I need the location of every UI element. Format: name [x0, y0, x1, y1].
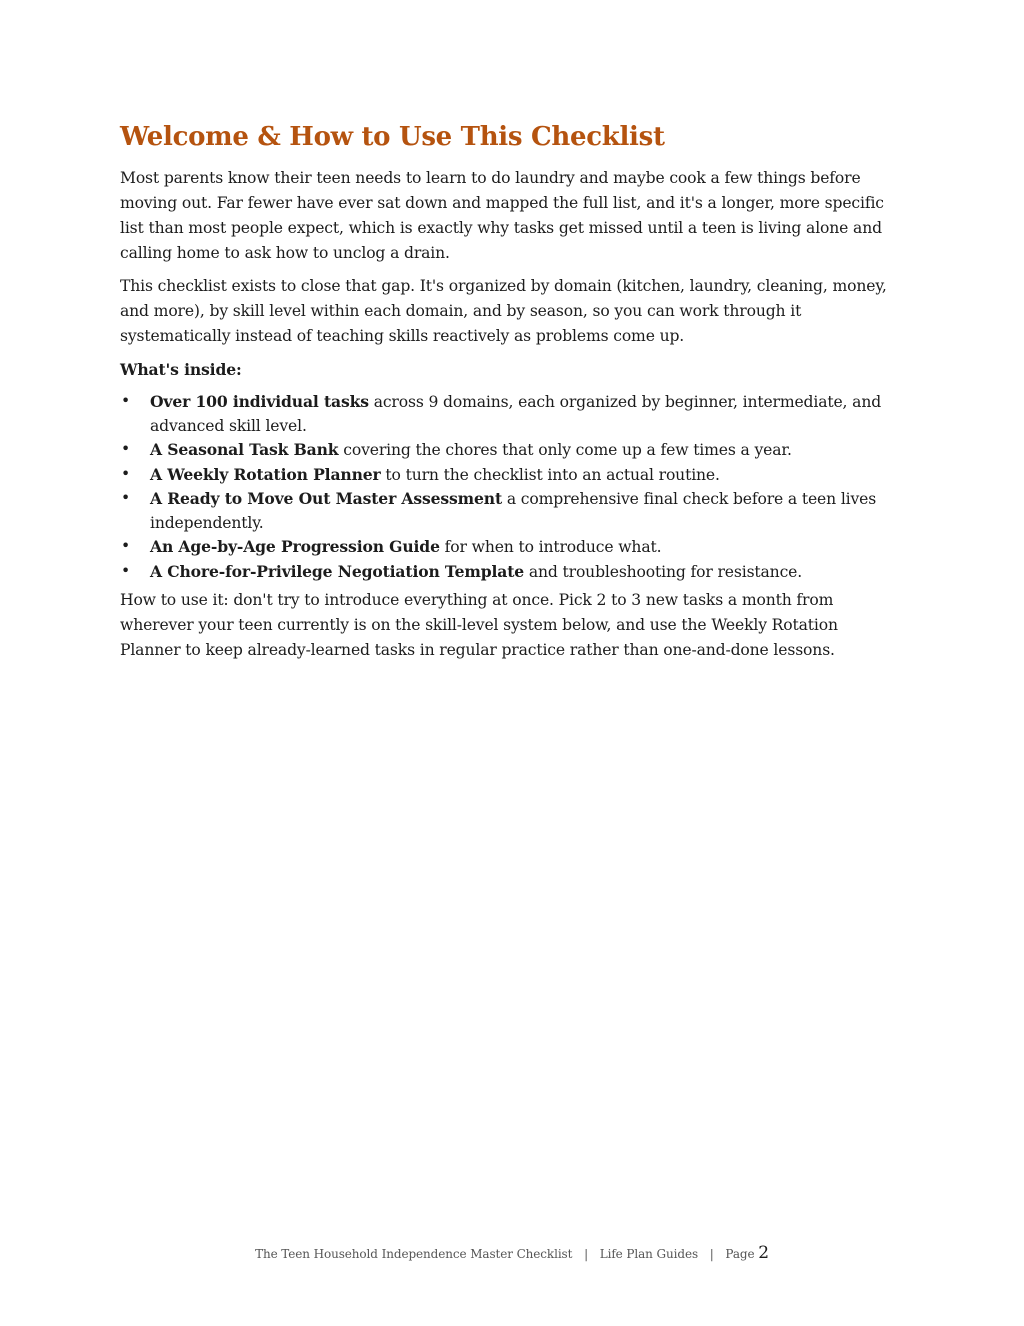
footer-publisher: Life Plan Guides — [599, 1247, 699, 1261]
intro-paragraph-1: Most parents know their teen needs to learn to do laundry and maybe cook a few things before moving out. Far fewer have ever sat down and mapped the full list, and it's a longer, more specific list than most people expect, which is exactly why tasks get missed until a teen is living alone and calling home to ask how to unclog a drain. — [120, 169, 884, 262]
footer-separator: | — [709, 1247, 714, 1261]
page-content — [120, 118, 892, 671]
list-item — [120, 390, 892, 438]
bullet-icon: • — [121, 489, 131, 507]
list-item-strong: Over 100 individual tasks — [150, 392, 369, 411]
list-item-text: and troubleshooting for resistance. — [524, 562, 803, 581]
list-item — [120, 438, 892, 463]
list-item-text: for when to introduce what. — [439, 538, 662, 556]
list-item-strong: A Weekly Rotation Planner — [150, 464, 381, 484]
list-item-text: a comprehensive final check before a teen lives independently. — [150, 490, 877, 532]
footer-separator: | — [584, 1247, 589, 1261]
whats-inside-list — [120, 390, 892, 584]
list-item — [120, 463, 892, 488]
bullet-icon: • — [121, 537, 131, 555]
bullet-icon: • — [121, 561, 131, 580]
list-item — [120, 535, 892, 560]
intro-paragraph-2: This checklist exists to close that gap. It's organized by domain (kitchen, laundry, cleaning, money, and more), by skill level within each domain, and by season, so you can work through it systematically instead of teaching skills reactively as problems come up. — [120, 277, 887, 345]
list-item-text: covering the chores that only come up a few times a year. — [338, 441, 792, 459]
whats-inside-heading: What's inside: — [120, 360, 242, 379]
list-item-strong: A Chore-for-Privilege Negotiation Template — [150, 561, 525, 581]
bullet-icon: • — [121, 464, 131, 483]
page-footer — [0, 1243, 1024, 1263]
page-title: Welcome & How to Use This Checklist — [120, 122, 665, 152]
list-item — [120, 487, 892, 535]
bullet-icon: • — [121, 392, 131, 410]
bullet-icon: • — [121, 440, 131, 458]
list-item — [120, 560, 892, 585]
list-item-strong: An Age-by-Age Progression Guide — [150, 537, 440, 556]
list-item-strong: A Seasonal Task Bank — [150, 440, 339, 459]
footer-doc-name: The Teen Household Independence Master Checklist — [255, 1247, 573, 1261]
list-item-text: to turn the checklist into an actual routine. — [380, 465, 720, 484]
list-item-strong: A Ready to Move Out Master Assessment — [150, 489, 503, 508]
footer-page-label: Page — [725, 1247, 755, 1261]
list-item-text: across 9 domains, each organized by beginner, intermediate, and advanced skill level. — [150, 393, 882, 435]
closing-paragraph: How to use it: don't try to introduce everything at once. Pick 2 to 3 new tasks a month from wherever your teen currently is on the skill-level system below, and use the Weekly Rotation Planner to keep already-learned tasks in regular practice rather than one-and-done lessons. — [120, 591, 838, 659]
footer-page-number: 2 — [758, 1243, 769, 1263]
